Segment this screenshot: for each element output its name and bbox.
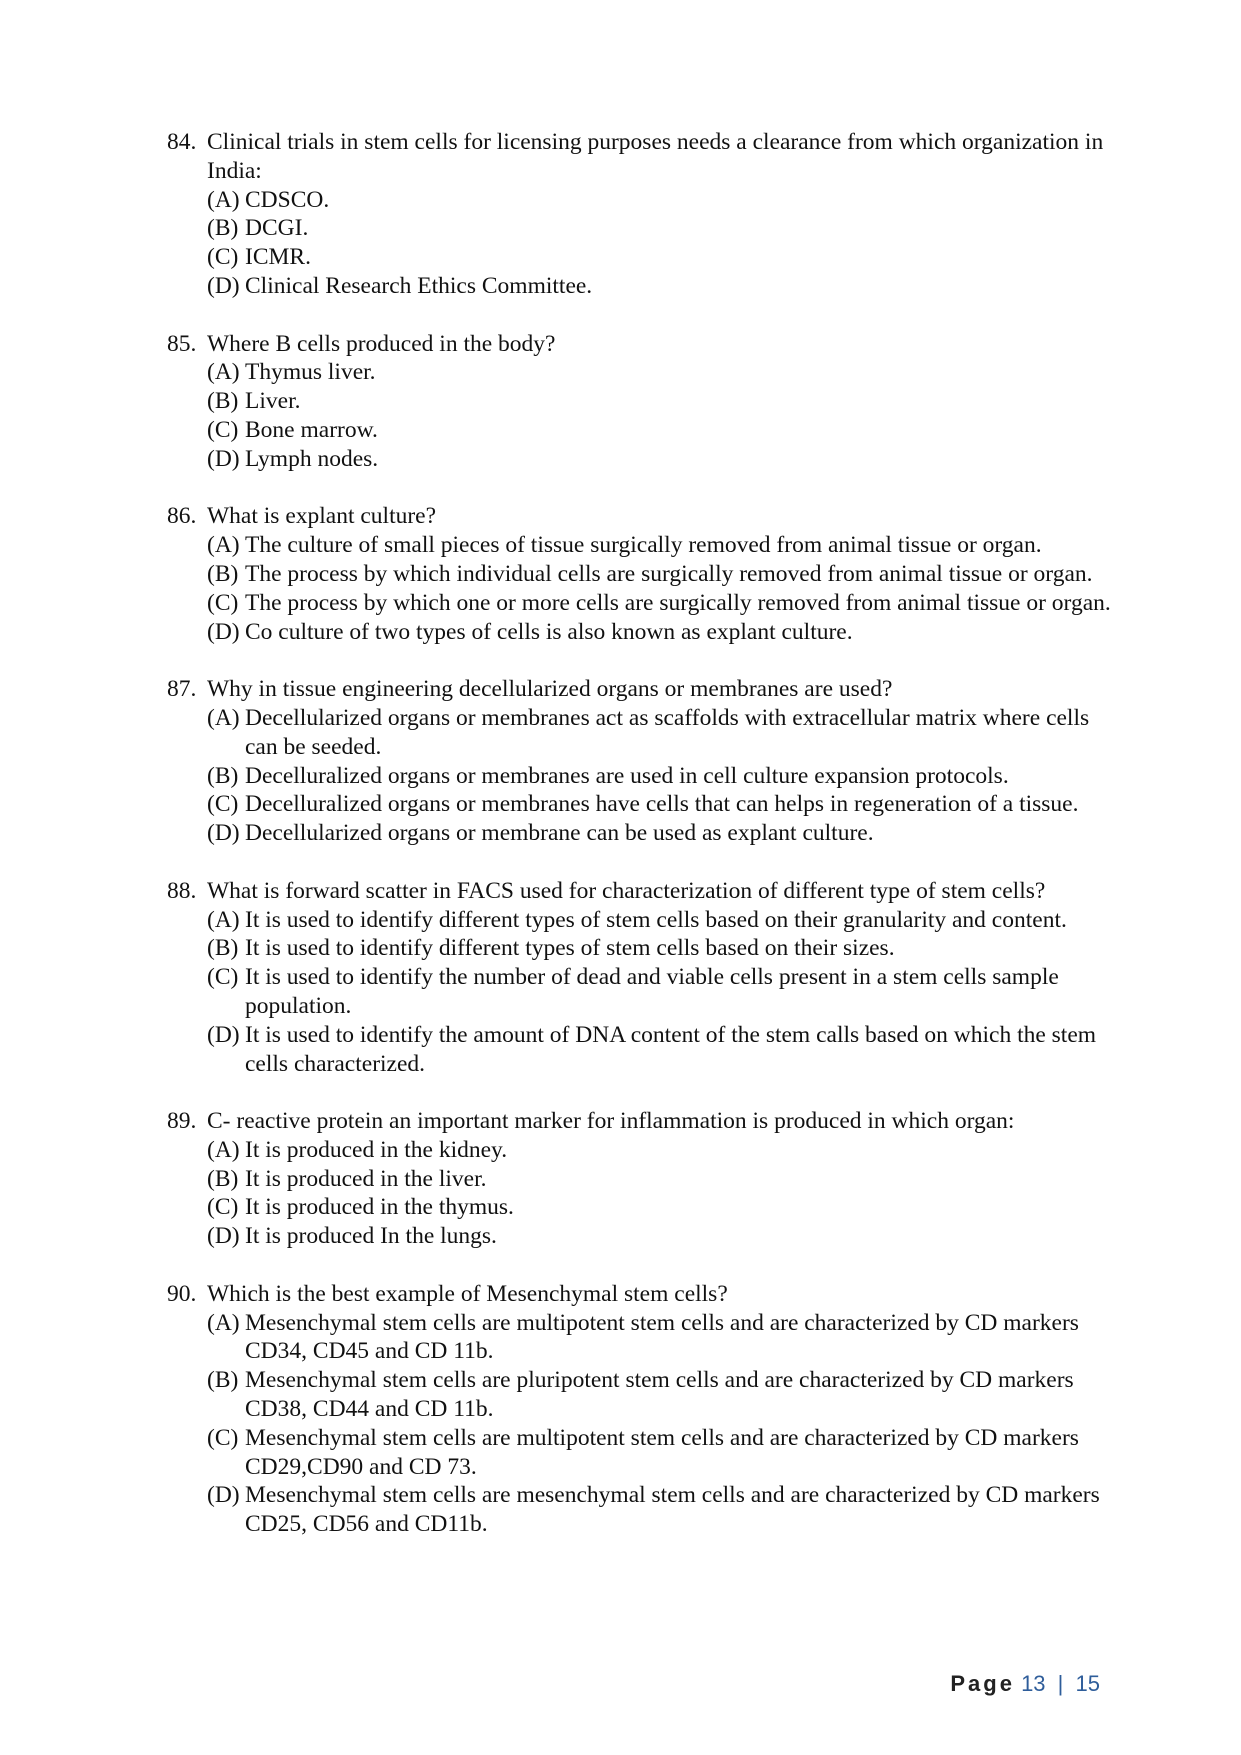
answer-option xyxy=(207,762,1127,791)
option-text: Liver. xyxy=(245,388,301,415)
answer-options xyxy=(207,704,1127,848)
option-letter: (C) xyxy=(207,964,239,991)
question-stem xyxy=(167,330,1127,359)
page-separator: | xyxy=(1057,1671,1064,1696)
question-number: 90. xyxy=(167,1280,197,1307)
option-text: DCGI. xyxy=(245,215,309,242)
question-block xyxy=(167,1107,1127,1251)
answer-option xyxy=(207,560,1127,589)
answer-option xyxy=(207,934,1127,963)
answer-option xyxy=(207,618,1127,647)
question-list xyxy=(167,128,1127,1568)
option-letter: (D) xyxy=(207,272,240,299)
option-text: It is used to identify the amount of DNA content of the stem calls based on which the stem cells characterized. xyxy=(245,1021,1097,1077)
option-letter: (B) xyxy=(207,215,239,242)
page-label: Page xyxy=(950,1671,1015,1696)
option-text: Decelluralized organs or membranes are used in cell culture expansion protocols. xyxy=(245,762,1009,789)
option-letter: (B) xyxy=(207,388,239,415)
question-block xyxy=(167,877,1127,1079)
option-letter: (B) xyxy=(207,1367,239,1394)
option-text: Bone marrow. xyxy=(245,416,378,443)
answer-option xyxy=(207,358,1127,387)
option-letter: (C) xyxy=(207,1424,239,1451)
answer-options xyxy=(207,531,1127,646)
answer-option xyxy=(207,1193,1127,1222)
option-letter: (B) xyxy=(207,1165,239,1192)
answer-option xyxy=(207,1481,1127,1539)
answer-options xyxy=(207,186,1127,301)
option-text: Mesenchymal stem cells are multipotent stem cells and are characterized by CD markers CD29,CD90 and CD 73. xyxy=(245,1424,1079,1480)
option-text: Mesenchymal stem cells are multipotent stem cells and are characterized by CD markers CD34, CD45 and CD 11b. xyxy=(245,1309,1079,1365)
option-text: Mesenchymal stem cells are pluripotent stem cells and are characterized by CD markers CD38, CD44 and CD 11b. xyxy=(245,1367,1074,1423)
question-block xyxy=(167,502,1127,646)
question-text: Clinical trials in stem cells for licensing purposes needs a clearance from which organization in India: xyxy=(207,129,1104,184)
option-letter: (D) xyxy=(207,1482,240,1509)
option-letter: (C) xyxy=(207,589,239,616)
option-letter: (D) xyxy=(207,1021,240,1048)
answer-option xyxy=(207,790,1127,819)
question-text: What is explant culture? xyxy=(207,503,437,530)
current-page-number: 13 xyxy=(1021,1671,1046,1696)
option-text: Co culture of two types of cells is also known as explant culture. xyxy=(245,618,853,645)
option-text: It is produced in the thymus. xyxy=(245,1194,514,1221)
answer-options xyxy=(207,1309,1127,1539)
question-stem xyxy=(167,877,1127,906)
option-text: The process by which one or more cells are surgically removed from animal tissue or organ. xyxy=(245,589,1111,616)
answer-option xyxy=(207,819,1127,848)
answer-option xyxy=(207,186,1127,215)
option-text: It is used to identify the number of dead and viable cells present in a stem cells sample population. xyxy=(245,964,1059,1019)
answer-option xyxy=(207,589,1127,618)
answer-option xyxy=(207,1165,1127,1194)
page-footer xyxy=(0,1671,1100,1697)
option-letter: (A) xyxy=(207,359,240,386)
option-text: Decellularized organs or membranes act as scaffolds with extracellular matrix where cells can be seeded. xyxy=(245,704,1090,760)
option-text: It is produced In the lungs. xyxy=(245,1223,497,1250)
question-block xyxy=(167,128,1127,301)
question-number: 84. xyxy=(167,129,197,155)
question-text: What is forward scatter in FACS used for characterization of different type of stem cells? xyxy=(207,877,1046,904)
question-stem xyxy=(167,1280,1127,1309)
option-letter: (B) xyxy=(207,762,239,789)
option-letter: (A) xyxy=(207,186,240,213)
question-text: Which is the best example of Mesenchymal stem cells? xyxy=(207,1280,728,1307)
option-letter: (B) xyxy=(207,935,239,962)
option-letter: (C) xyxy=(207,791,239,818)
option-letter: (A) xyxy=(207,1136,240,1163)
option-text: Thymus liver. xyxy=(245,359,376,386)
option-text: Lymph nodes. xyxy=(245,445,379,472)
option-text: It is produced in the kidney. xyxy=(245,1136,508,1163)
answer-option xyxy=(207,1309,1127,1367)
question-text: Where B cells produced in the body? xyxy=(207,330,556,357)
answer-options xyxy=(207,906,1127,1079)
option-letter: (A) xyxy=(207,532,240,559)
question-block xyxy=(167,330,1127,474)
answer-option xyxy=(207,416,1127,445)
option-text: Clinical Research Ethics Committee. xyxy=(245,272,593,299)
question-text: C- reactive protein an important marker for inflammation is produced in which organ: xyxy=(207,1108,1015,1135)
question-text: Why in tissue engineering decellularized organs or membranes are used? xyxy=(207,676,893,703)
option-text: It is produced in the liver. xyxy=(245,1165,487,1192)
question-number: 87. xyxy=(167,676,197,703)
option-letter: (C) xyxy=(207,244,239,271)
answer-option xyxy=(207,963,1127,1021)
option-letter: (A) xyxy=(207,906,240,933)
question-stem xyxy=(167,128,1127,186)
question-stem xyxy=(167,675,1127,704)
option-text: Decelluralized organs or membranes have cells that can helps in regeneration of a tissue. xyxy=(245,791,1079,818)
answer-option xyxy=(207,272,1127,301)
answer-option xyxy=(207,1424,1127,1482)
option-text: It is used to identify different types of stem cells based on their granularity and content. xyxy=(245,906,1067,933)
question-block xyxy=(167,675,1127,848)
answer-option xyxy=(207,214,1127,243)
answer-option xyxy=(207,445,1127,474)
answer-option xyxy=(207,1136,1127,1165)
option-text: Decellularized organs or membrane can be used as explant culture. xyxy=(245,820,874,847)
option-letter: (D) xyxy=(207,445,240,472)
question-number: 89. xyxy=(167,1108,197,1135)
answer-options xyxy=(207,1136,1127,1251)
option-text: ICMR. xyxy=(245,244,311,271)
question-stem xyxy=(167,502,1127,531)
answer-option xyxy=(207,1366,1127,1424)
option-letter: (C) xyxy=(207,1194,239,1221)
option-text: CDSCO. xyxy=(245,186,330,213)
option-letter: (D) xyxy=(207,820,240,847)
option-text: Mesenchymal stem cells are mesenchymal stem cells and are characterized by CD markers CD25, CD56 and CD11b. xyxy=(245,1482,1100,1538)
question-block xyxy=(167,1280,1127,1539)
option-letter: (D) xyxy=(207,1223,240,1250)
answer-options xyxy=(207,358,1127,473)
option-letter: (C) xyxy=(207,416,239,443)
answer-option xyxy=(207,704,1127,762)
answer-option xyxy=(207,1222,1127,1251)
option-text: It is used to identify different types of stem cells based on their sizes. xyxy=(245,935,895,962)
option-letter: (D) xyxy=(207,618,240,645)
total-pages-number: 15 xyxy=(1075,1671,1100,1696)
option-letter: (B) xyxy=(207,560,239,587)
answer-option xyxy=(207,243,1127,272)
option-letter: (A) xyxy=(207,704,240,731)
question-number: 86. xyxy=(167,503,197,530)
option-text: The process by which individual cells are surgically removed from animal tissue or organ. xyxy=(245,560,1093,587)
answer-option xyxy=(207,1021,1127,1079)
question-number: 85. xyxy=(167,330,197,357)
option-letter: (A) xyxy=(207,1309,240,1336)
answer-option xyxy=(207,387,1127,416)
question-number: 88. xyxy=(167,877,197,904)
answer-option xyxy=(207,906,1127,935)
question-stem xyxy=(167,1107,1127,1136)
answer-option xyxy=(207,531,1127,560)
option-text: The culture of small pieces of tissue surgically removed from animal tissue or organ. xyxy=(245,532,1042,559)
